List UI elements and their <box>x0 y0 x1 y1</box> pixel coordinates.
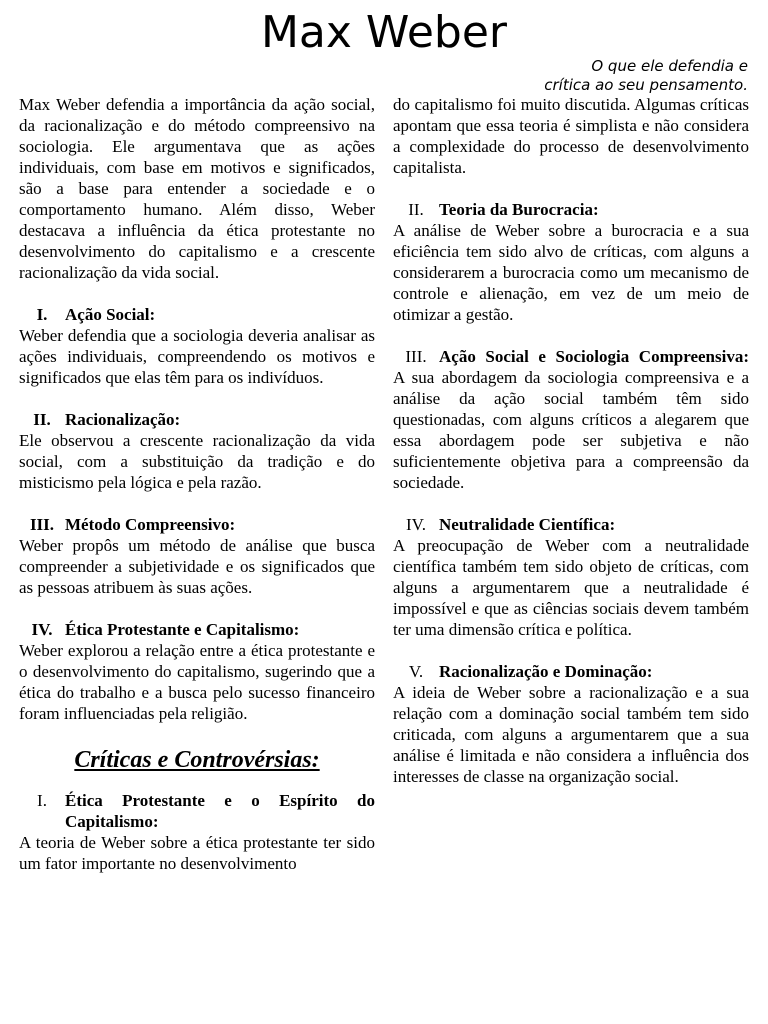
idea-heading <box>19 514 375 535</box>
subtitle <box>488 57 748 95</box>
criticism-heading <box>393 514 749 535</box>
criticism-title: Ética Protestante e o Espírito do Capitalismo: <box>65 791 375 831</box>
criticism-number: I. <box>37 791 47 810</box>
intro-paragraph: Max Weber defendia a importância da ação social, da racionalização e do método compreensivo na sociologia. Ele argumentava que as ações individuais, com base em motivos e significados, são a base para entender a sociedade e o comportamento humano. Além disso, Weber destacava a influência da ética protestante no desenvolvimento do capitalismo e a crescente racionalização da vida social. <box>19 95 375 282</box>
criticism-heading <box>393 346 749 367</box>
criticism-heading <box>393 661 749 682</box>
criticism-title: Ação Social e Sociologia Compreensiva: <box>439 347 749 366</box>
idea-number: III. <box>29 515 55 534</box>
right-column <box>393 94 749 787</box>
criticism-heading <box>19 790 375 832</box>
idea-title: Método Compreensivo: <box>65 515 236 534</box>
idea-heading <box>19 409 375 430</box>
subtitle-line: O que ele defendia e <box>591 57 748 75</box>
criticism-heading <box>393 199 749 220</box>
criticism-text: A sua abordagem da sociologia compreensiva e a análise da ação social também têm sido questionadas, com alguns críticos a alegarem que essa abordagem pode ser subjetiva e não suficientemente objetiva para a compreensão da sociedade. <box>393 368 749 492</box>
criticism-text: A ideia de Weber sobre a racionalização e a sua relação com a dominação social também tem sido criticada, com alguns a argumentarem que a sua análise é limitada e não considera a influência dos interesses de classe na organização social. <box>393 683 749 786</box>
subtitle-line: crítica ao seu pensamento. <box>544 76 748 94</box>
criticism-text: A preocupação de Weber com a neutralidade científica também tem sido objeto de críticas, com alguns a argumentarem que a neutralidade é impossível e que as ciências sociais devem também ter uma dimensão crítica e política. <box>393 536 749 639</box>
idea-title: Racionalização: <box>65 410 181 429</box>
criticism-text-continued: do capitalismo foi muito discutida. Algumas críticas apontam que essa teoria é simplista e não considera a complexidade do processo de desenvolvimento capitalista. <box>393 95 749 177</box>
idea-number: I. <box>36 305 48 324</box>
criticism-title: Neutralidade Científica: <box>439 515 616 534</box>
criticism-number: III. <box>405 347 427 366</box>
criticism-text: A teoria de Weber sobre a ética protestante ter sido um fator importante no desenvolvimento <box>19 833 375 873</box>
idea-text: Ele observou a crescente racionalização da vida social, com a substituição da tradição e do misticismo pela lógica e pela razão. <box>19 431 375 492</box>
idea-text: Weber propôs um método de análise que busca compreender a subjetividade e os significados que as pessoas atribuem às suas ações. <box>19 536 375 597</box>
criticism-title: Racionalização e Dominação: <box>439 662 653 681</box>
criticism-number: IV. <box>406 515 426 534</box>
idea-heading <box>19 619 375 640</box>
idea-title: Ação Social: <box>65 305 156 324</box>
criticism-number: V. <box>408 662 424 681</box>
page-title: Max Weber <box>260 7 508 58</box>
criticism-number: II. <box>408 200 424 219</box>
left-column <box>19 94 375 874</box>
idea-title: Ética Protestante e Capitalismo: <box>65 620 300 639</box>
idea-heading <box>19 304 375 325</box>
criticism-text: A análise de Weber sobre a burocracia e a sua eficiência tem sido alvo de críticas, com alguns a considerarem a burocracia como um mecanismo de controle e alienação, em vez de um meio de otimizar a gestão. <box>393 221 749 324</box>
idea-text: Weber defendia que a sociologia deveria analisar as ações individuais, compreendendo os motivos e significados que elas têm para os indivíduos. <box>19 326 375 387</box>
idea-number: IV. <box>31 620 53 639</box>
criticism-title: Teoria da Burocracia: <box>439 200 599 219</box>
idea-text: Weber explorou a relação entre a ética protestante e o desenvolvimento do capitalismo, sugerindo que a ética do trabalho e a busca pelo sucesso financeiro foram influenciadas pela religião. <box>19 641 375 723</box>
idea-number: II. <box>33 410 51 429</box>
criticisms-title: Críticas e Controvérsias: <box>74 747 320 773</box>
